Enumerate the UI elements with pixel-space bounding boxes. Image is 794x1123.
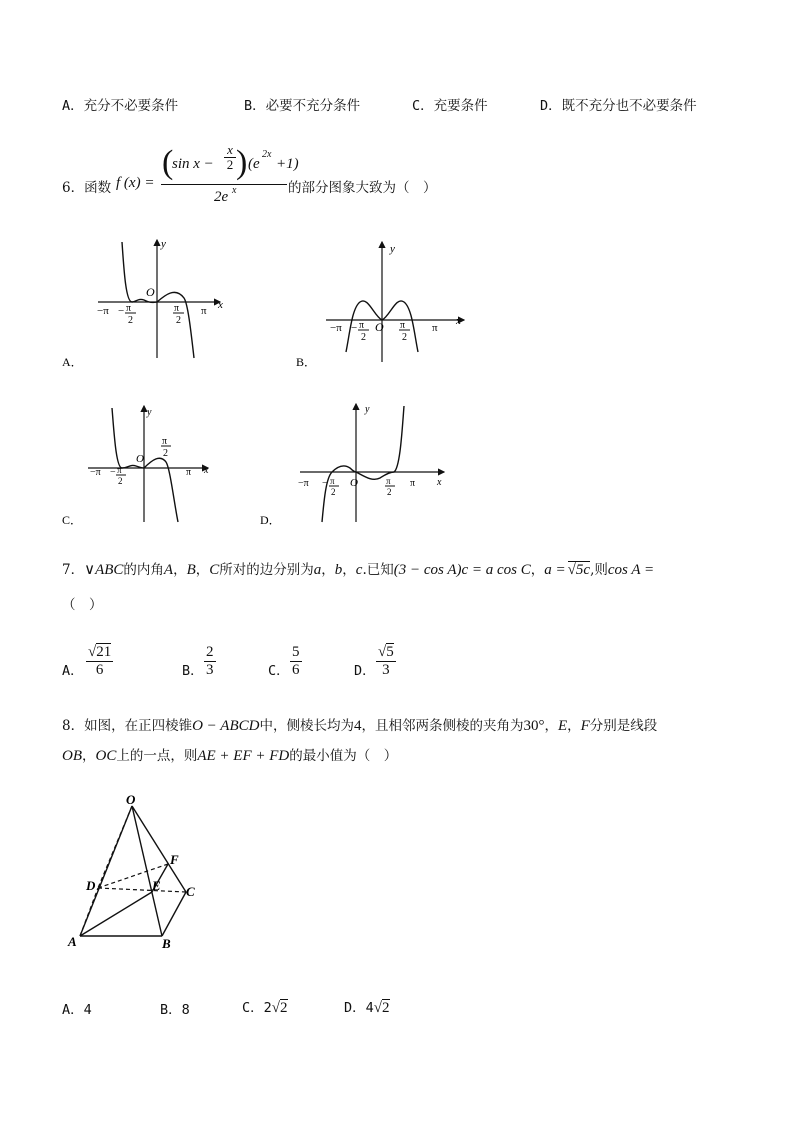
q8-stem-line1: 8．如图，在正四棱锥O − ABCD中，侧棱长均为4，且相邻两条侧棱的夹角为30°，E，F分别是线段 bbox=[62, 718, 658, 734]
q6-num-a: sin x − bbox=[172, 156, 214, 172]
graph-a bbox=[62, 238, 223, 369]
q5-option-c: C．充要条件 bbox=[412, 98, 488, 114]
q6-graphs bbox=[60, 232, 460, 532]
svg-text:π: π bbox=[126, 303, 132, 314]
svg-text:D: D bbox=[86, 878, 96, 893]
q7-opt-d-frac: $\frac{√5}{3}$ bbox=[378, 644, 394, 678]
svg-text:y: y bbox=[147, 407, 152, 418]
svg-text:C．: C． bbox=[62, 513, 83, 527]
svg-text:π: π bbox=[201, 305, 207, 317]
svg-text:y: y bbox=[161, 238, 166, 250]
svg-text:O: O bbox=[375, 320, 384, 334]
q8-option-b: B．8 bbox=[160, 1002, 190, 1018]
svg-text:−π: −π bbox=[97, 305, 109, 317]
svg-text:−: − bbox=[322, 478, 328, 489]
q5-option-d: D．既不充分也不必要条件 bbox=[540, 98, 697, 114]
q6-inner-frac: x 2 bbox=[224, 143, 236, 172]
svg-text:π: π bbox=[330, 476, 335, 486]
svg-text:−π: −π bbox=[330, 322, 342, 334]
svg-text:B．: B． bbox=[296, 355, 317, 369]
q7-stem: 7．∨ABC的内角A，B，C所对的边分别为a，b，c.已知(3 − cos A)c = a cos C，a = √5c,则cos A = bbox=[62, 562, 655, 578]
svg-text:π: π bbox=[186, 467, 192, 478]
graph-c bbox=[62, 406, 209, 527]
svg-text:2: 2 bbox=[118, 476, 123, 486]
q6-num-b-c: +1) bbox=[276, 156, 299, 172]
svg-text:x: x bbox=[456, 315, 461, 327]
svg-text:y: y bbox=[390, 243, 395, 255]
svg-text:π: π bbox=[162, 436, 168, 447]
svg-text:C: C bbox=[186, 884, 195, 899]
q6-func: f (x) = bbox=[116, 175, 155, 191]
svg-text:2: 2 bbox=[361, 332, 366, 343]
svg-text:O: O bbox=[146, 285, 155, 299]
q6-fraction-bar bbox=[161, 184, 287, 185]
q8-option-d: D．4√2 bbox=[344, 1000, 390, 1016]
svg-text:O: O bbox=[126, 792, 136, 807]
svg-text:π: π bbox=[117, 465, 122, 475]
svg-text:A．: A． bbox=[62, 355, 83, 369]
svg-text:x: x bbox=[437, 477, 442, 488]
svg-text:x: x bbox=[204, 465, 209, 476]
svg-text:2: 2 bbox=[331, 487, 336, 497]
q7-options: A． $\frac{√21}{6}$ B． $\frac{2}{3}$ C． $\frac{5}{6}$ D． $\frac{√5}{3}$ bbox=[62, 644, 394, 679]
svg-text:B: B bbox=[162, 936, 171, 951]
svg-text:A: A bbox=[68, 934, 77, 949]
q6-den: 2e bbox=[214, 189, 229, 205]
svg-text:−π: −π bbox=[298, 478, 309, 489]
svg-text:2: 2 bbox=[176, 315, 181, 326]
q8-option-c: C．2√2 bbox=[242, 1000, 288, 1016]
svg-text:2: 2 bbox=[163, 448, 168, 459]
q6-num-b: (e bbox=[248, 156, 260, 172]
svg-text:−: − bbox=[351, 322, 358, 334]
svg-text:π: π bbox=[432, 322, 438, 334]
graph-b bbox=[296, 242, 464, 369]
q6-suffix: 的部分图象大致为（ ） bbox=[288, 180, 437, 196]
svg-text:2: 2 bbox=[128, 315, 133, 326]
svg-text:2: 2 bbox=[387, 487, 392, 497]
svg-text:−π: −π bbox=[90, 467, 101, 478]
svg-text:2: 2 bbox=[402, 332, 407, 343]
svg-text:π: π bbox=[386, 476, 391, 486]
q6-num-b-exp: 2x bbox=[262, 149, 272, 160]
q5-option-b: B．必要不充分条件 bbox=[244, 98, 361, 114]
svg-text:y: y bbox=[365, 404, 370, 415]
svg-text:π: π bbox=[410, 478, 416, 489]
graph-d bbox=[260, 404, 444, 527]
svg-text:E: E bbox=[152, 878, 161, 893]
svg-text:−: − bbox=[110, 467, 116, 478]
q7-opt-a-frac: $\frac{√21}{6}$ bbox=[88, 644, 112, 678]
q8-pyramid-figure bbox=[60, 792, 220, 956]
q7-opt-c-frac: $\frac{5}{6}$ bbox=[292, 644, 300, 678]
q8-option-a: A．4 bbox=[62, 1002, 92, 1018]
q7-paren: （ ） bbox=[62, 597, 103, 613]
svg-text:F: F bbox=[170, 852, 179, 867]
svg-text:O: O bbox=[136, 453, 144, 465]
q6-den-exp: x bbox=[232, 185, 237, 196]
svg-text:x: x bbox=[218, 299, 223, 311]
svg-text:π: π bbox=[400, 320, 406, 331]
svg-text:−: − bbox=[118, 305, 125, 317]
svg-text:π: π bbox=[174, 303, 180, 314]
svg-text:O: O bbox=[350, 477, 358, 489]
svg-text:D．: D． bbox=[260, 513, 281, 527]
q8-stem-line2: OB，OC上的一点，则AE + EF + FD的最小值为（ ） bbox=[62, 748, 398, 764]
q7-opt-b-frac: $\frac{2}{3}$ bbox=[206, 644, 214, 678]
svg-text:π: π bbox=[359, 320, 365, 331]
q5-option-a: A．充分不必要条件 bbox=[62, 98, 179, 114]
q6-prefix: 6．函数 bbox=[62, 180, 112, 196]
